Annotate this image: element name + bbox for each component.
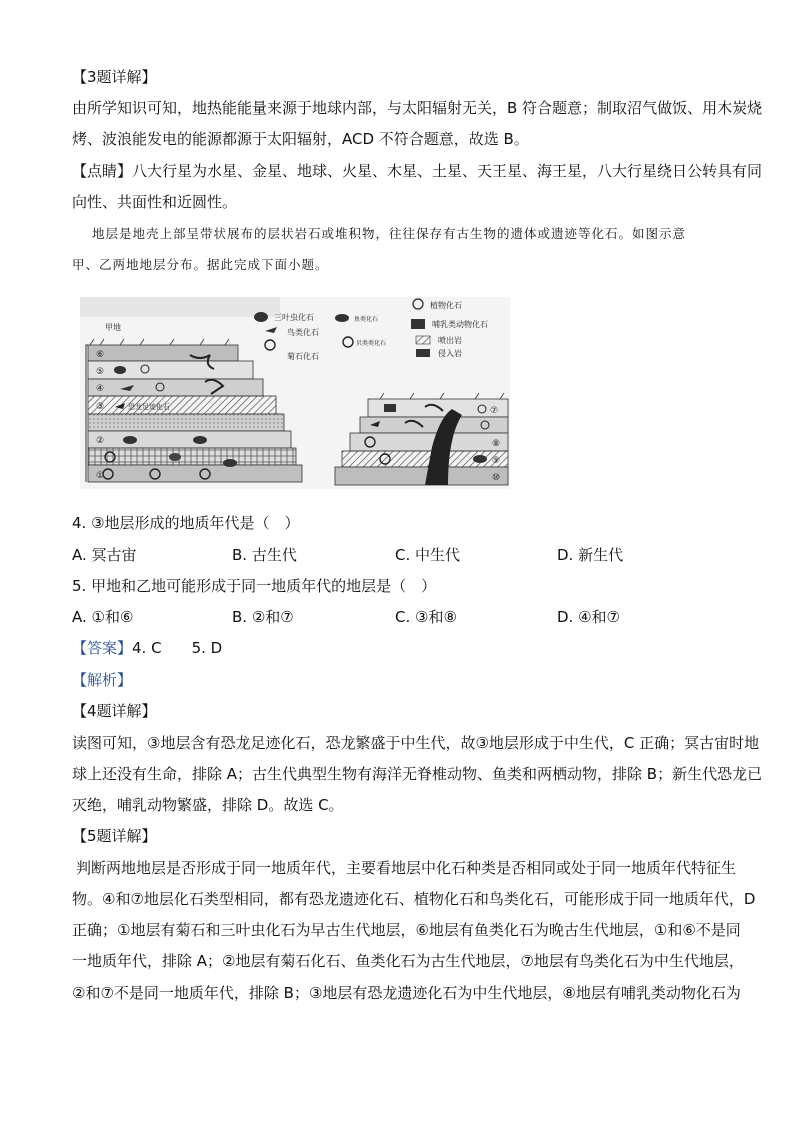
q5-body-line-5: ②和⑦不是同一地质年代，排除 B；③地层有恐龙遗迹化石为中生代地层，⑧地层有哺乳类动物化石为 [72, 984, 741, 1002]
layer-jia-5: ⑤ [96, 367, 105, 377]
legend-extrusive: 喷出岩 [438, 336, 462, 345]
answer-label: 【答案】 [72, 639, 133, 657]
strata-figure [80, 297, 510, 489]
layer-jia-3: ③ [96, 402, 105, 412]
q4-option-d: D. 新生代 [557, 546, 624, 564]
legend-mammal-icon [411, 319, 425, 329]
legend-intrusive: 侵入岩 [438, 349, 462, 358]
legend-fish-icon [335, 314, 349, 322]
legend-bird: 鸟类化石 [287, 328, 319, 337]
dino-footprint-label: 恐龙足迹化石 [128, 403, 170, 411]
q4-body-line-3: 灭绝，哺乳动物繁盛，排除 D。故选 C。 [72, 796, 344, 814]
q5-body-line-4: 一地质年代，排除 A；②地层有菊石化石、鱼类化石为古生代地层，⑦地层有鸟类化石为中生代地层， [72, 952, 744, 970]
layer-yi-7: ⑦ [490, 406, 499, 416]
trilobite-fossil-icon [169, 453, 181, 461]
legend-intrusive-icon [416, 349, 430, 357]
q5-body-line-1: 判断两地地层是否形成于同一地质年代，主要看地层中化石种类是否相同或处于同一地质年代特征生 [76, 859, 737, 877]
q4-header: 【4题详解】 [72, 702, 157, 720]
intro-line-2: 甲、乙两地地层分布。据此完成下面小题。 [72, 257, 329, 272]
mammal-fossil-icon-yi [384, 404, 396, 412]
legend-ammonite: 菊石化石 [287, 352, 319, 361]
legend-extrusive-icon [416, 336, 430, 344]
legend-plant: 植物化石 [430, 301, 462, 310]
q5-stem: 5. 甲地和乙地可能形成于同一地质年代的地层是（ ） [72, 577, 437, 595]
q5-option-b: B. ②和⑦ [232, 608, 294, 626]
answer-text: 4. C 5. D [132, 639, 223, 657]
legend-fish: 鱼类化石 [354, 316, 379, 323]
layer-jia-4: ④ [96, 384, 105, 394]
layer-jia-1: ① [96, 471, 105, 481]
q4-option-b: B. 古生代 [232, 546, 297, 564]
legend-mammal: 哺乳类动物化石 [432, 320, 488, 329]
q4-stem: 4. ③地层形成的地质年代是（ ） [72, 514, 300, 532]
tip-line-1 [72, 160, 762, 182]
q4-option-a: A. 冥古宙 [72, 546, 137, 564]
q5-body-line-3: 正确；①地层有菊石和三叶虫化石为早古生代地层，⑥地层有鱼类化石为晚古生代地层，①和⑥不是同 [72, 921, 741, 939]
fish-fossil-icon [123, 436, 137, 444]
fish-fossil-icon-yi [473, 455, 487, 463]
answer-line [72, 637, 222, 659]
q5-option-d: D. ④和⑦ [557, 608, 620, 626]
site-jia-label: 甲地 [105, 323, 121, 332]
fish-fossil-icon-2 [193, 436, 207, 444]
layer-jia-6: ⑥ [96, 350, 105, 360]
q5-option-a: A. ①和⑥ [72, 608, 134, 626]
q4-option-c: C. 中生代 [395, 546, 461, 564]
q4-body-line-1: 读图可知，③地层含有恐龙足迹化石，恐龙繁盛于中生代，故③地层形成于中生代，C 正确；冥古宙时地 [72, 734, 760, 752]
strata-diagram [80, 297, 510, 489]
q3-header: 【3题详解】 [72, 68, 157, 86]
layer-yi-8: ⑧ [492, 439, 501, 449]
tip-body-1: 八大行星为水星、金星、地球、火星、木星、土星、天王星、海王星，八大行星绕日公转具有同 [132, 162, 763, 180]
q4-body-line-2: 球上还没有生命，排除 A；古生代典型生物有海洋无脊椎动物、鱼类和两栖动物，排除 B；新生代恐龙已 [72, 765, 763, 783]
legend-trilobite: 三叶虫化石 [274, 313, 314, 322]
q3-body-line-2: 烤、波浪能发电的能源都源于太阳辐射，ACD 不符合题意，故选 B。 [72, 130, 529, 148]
legend-trilobite-icon [254, 312, 268, 322]
q5-header: 【5题详解】 [72, 827, 157, 845]
q5-body-line-2: 物。④和⑦地层化石类型相同，都有恐龙遗迹化石、植物化石和鸟类化石，可能形成于同一地质年代，D [72, 890, 756, 908]
q5-option-c: C. ③和⑧ [395, 608, 457, 626]
mammal-fossil-icon [114, 366, 126, 374]
layer-yi-10: ⑩ [492, 473, 501, 483]
q3-body-line-1: 由所学知识可知，地热能能量来源于地球内部，与太阳辐射无关，B 符合题意；制取沼气做饭、用木炭烧 [72, 99, 763, 117]
fish-fossil-icon-3 [223, 459, 237, 467]
layer-jia-2: ② [96, 436, 105, 446]
tip-label: 【点睛】 [72, 162, 133, 180]
analysis-label: 【解析】 [72, 671, 133, 689]
tip-body-2: 向性、共面性和近圆性。 [72, 193, 238, 211]
intro-line-1: 地层是地壳上部呈带状展布的层状岩石或堆积物，往往保存有古生物的遗体或遗迹等化石。如图示意 [92, 226, 687, 241]
legend-shell: 贝类类化石 [356, 340, 387, 347]
layer-yi-9: ⑨ [492, 456, 501, 466]
